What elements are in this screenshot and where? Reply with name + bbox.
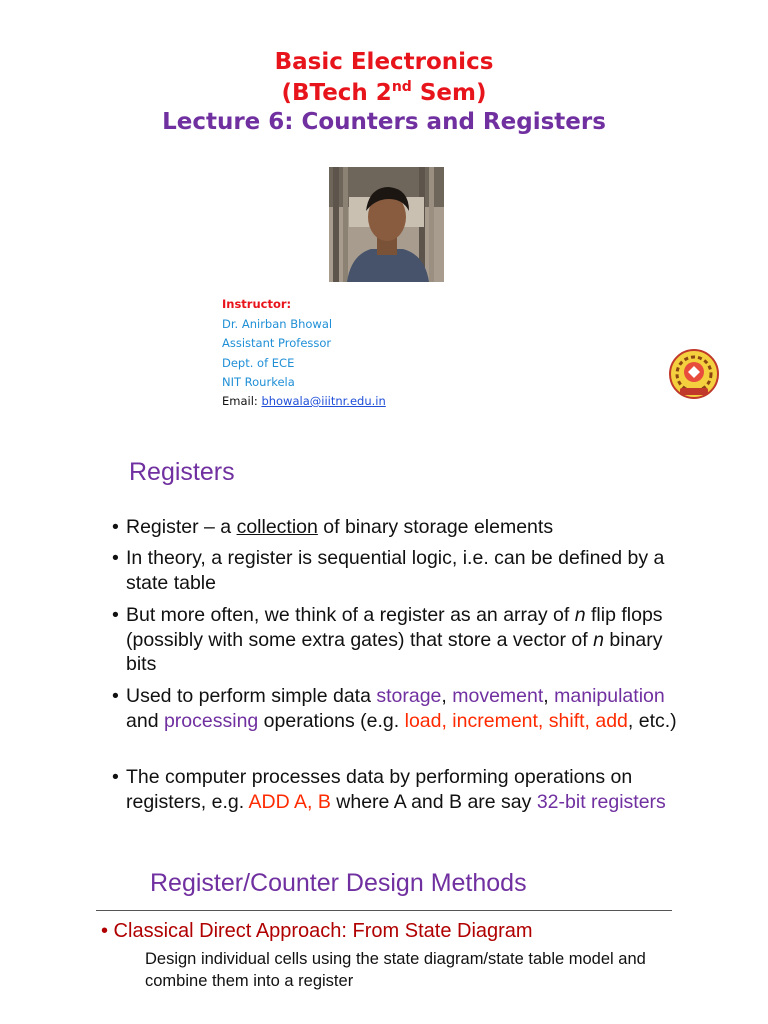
heading-divider: [96, 910, 672, 911]
instructor-position: Assistant Professor: [222, 336, 332, 350]
registers-heading: Registers: [129, 458, 235, 486]
program-superscript: nd: [391, 79, 412, 95]
bullet-operations: • Used to perform simple data storage, movement, manipulation and processing operations (e.g. load, increment, shift, add, etc.): [112, 685, 677, 732]
design-approach-description: Design individual cells using the state diagram/state table model and combine them into a register: [145, 950, 646, 990]
program-title: (BTech 2nd Sem): [281, 79, 487, 106]
instructor-label: Instructor:: [222, 297, 292, 311]
bullet-computer-processing: • The computer processes data by performing operations on registers, e.g. ADD A, B where A and B are say 32-bit registers: [112, 766, 666, 813]
bullet-flip-flop-array: • But more often, we think of a register as an array of n flip flops (possibly with some extra gates) that store a vector of n binary bits: [112, 604, 663, 675]
bullet-register-definition: • Register – a collection of binary storage elements: [112, 516, 554, 538]
instructor-name: Dr. Anirban Bhowal: [222, 317, 333, 331]
instructor-email: Email: bhowala@iiitnr.edu.in: [222, 394, 386, 408]
instructor-dept: Dept. of ECE: [222, 356, 295, 370]
design-methods-heading: Register/Counter Design Methods: [150, 869, 527, 897]
email-link[interactable]: bhowala@iiitnr.edu.in: [261, 394, 386, 408]
design-approach-subheading: • Classical Direct Approach: From State Diagram: [101, 920, 533, 942]
lecture-title: Lecture 6: Counters and Registers: [162, 109, 606, 135]
instructor-photo: [329, 167, 444, 282]
course-title: Basic Electronics: [274, 49, 494, 75]
bullet-sequential-logic: • In theory, a register is sequential logic, i.e. can be defined by a state table: [112, 547, 665, 594]
instructor-institute: NIT Rourkela: [222, 375, 295, 389]
institute-logo-icon: [668, 348, 720, 400]
